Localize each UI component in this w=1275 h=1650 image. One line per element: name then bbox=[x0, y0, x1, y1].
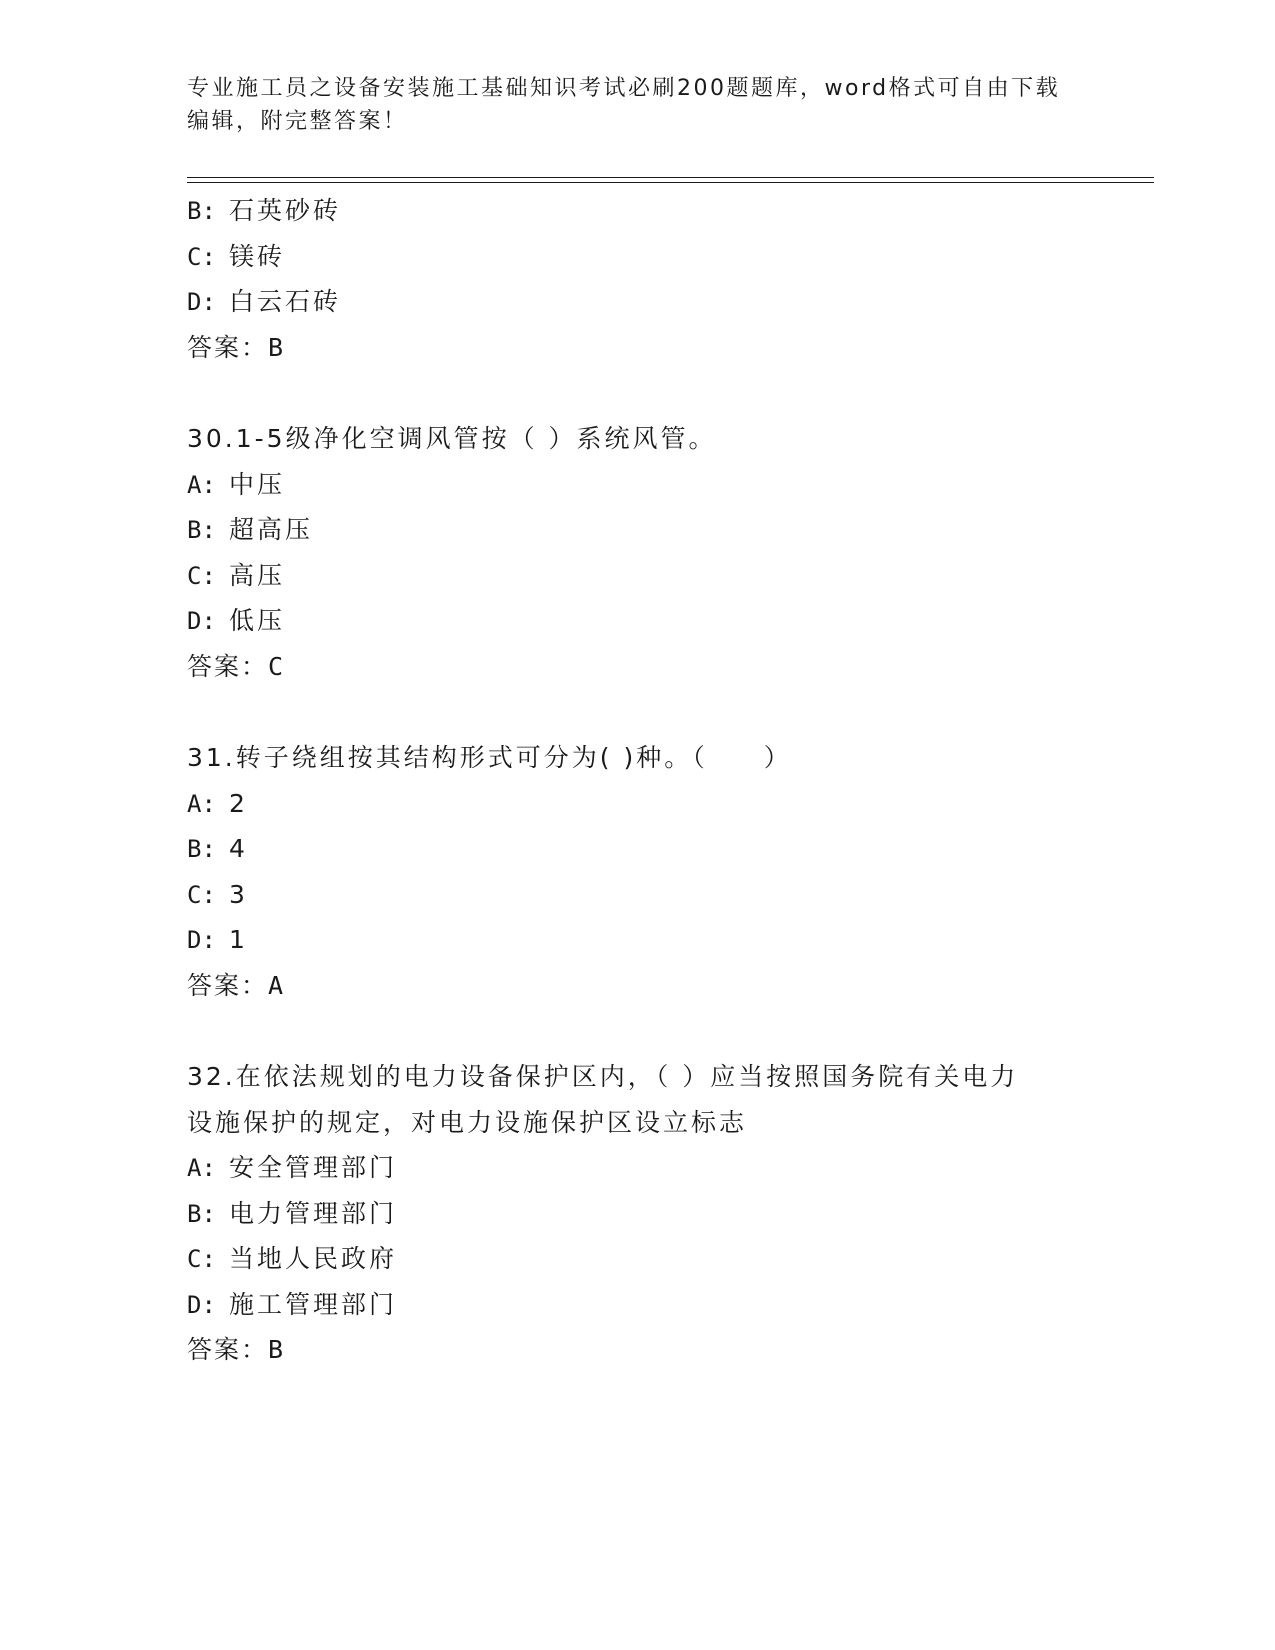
prev-question-block bbox=[187, 188, 1087, 370]
answer-label: 答案： bbox=[187, 651, 269, 681]
option-letter: D: bbox=[187, 288, 216, 316]
option-c bbox=[187, 872, 1087, 918]
option-text: 高压 bbox=[229, 560, 286, 590]
option-text: 施工管理部门 bbox=[229, 1289, 398, 1319]
question-stem: 30.1-5级净化空调风管按（ ）系统风管。 bbox=[187, 424, 717, 453]
answer-value: B bbox=[268, 332, 286, 362]
option-b bbox=[187, 188, 1087, 234]
option-d bbox=[187, 279, 1087, 325]
answer-line bbox=[187, 1327, 1087, 1373]
option-b bbox=[187, 507, 1087, 553]
option-text: 当地人民政府 bbox=[229, 1244, 398, 1273]
option-letter: C: bbox=[187, 242, 216, 271]
option-text: 超高压 bbox=[229, 515, 314, 544]
option-text: 3 bbox=[229, 879, 248, 909]
option-c bbox=[187, 1236, 1087, 1282]
option-text: 2 bbox=[229, 788, 248, 818]
option-letter: C: bbox=[187, 880, 216, 909]
option-letter: A: bbox=[187, 789, 216, 818]
header-divider bbox=[187, 177, 1154, 183]
document-header bbox=[187, 72, 1087, 138]
option-text: 镁砖 bbox=[229, 241, 286, 271]
option-b bbox=[187, 826, 1087, 872]
question-stem: 31.转子绕组按其结构形式可分为( )种。（ ） bbox=[187, 743, 792, 772]
option-letter: B: bbox=[187, 1199, 216, 1228]
question-30 bbox=[187, 416, 1087, 689]
option-letter: D: bbox=[187, 607, 216, 635]
answer-line bbox=[187, 644, 1087, 690]
option-text: 低压 bbox=[229, 606, 286, 635]
option-b bbox=[187, 1191, 1087, 1237]
option-letter: D: bbox=[187, 926, 216, 954]
header-title-line-1: 专业施工员之设备安装施工基础知识考试必刷200题题库，word格式可自由下载 bbox=[187, 76, 1061, 101]
answer-label: 答案： bbox=[187, 1335, 269, 1364]
option-text: 1 bbox=[229, 925, 248, 954]
option-a bbox=[187, 781, 1087, 827]
answer-label: 答案： bbox=[187, 332, 269, 362]
question-31 bbox=[187, 735, 1087, 1008]
option-letter: B: bbox=[187, 835, 216, 863]
option-text: 白云石砖 bbox=[229, 287, 342, 316]
option-c bbox=[187, 553, 1087, 599]
option-letter: C: bbox=[187, 561, 216, 590]
answer-value: A bbox=[268, 970, 286, 1000]
option-letter: A: bbox=[187, 470, 216, 499]
answer-value: C bbox=[268, 651, 286, 681]
option-d bbox=[187, 598, 1087, 644]
option-letter: A: bbox=[187, 1154, 216, 1182]
option-letter: C: bbox=[187, 1245, 216, 1273]
option-letter: D: bbox=[187, 1290, 216, 1319]
option-a bbox=[187, 1145, 1087, 1191]
question-list bbox=[187, 188, 1087, 1373]
option-a bbox=[187, 462, 1087, 508]
option-letter: B: bbox=[187, 516, 216, 544]
option-d bbox=[187, 1282, 1087, 1328]
option-text: 石英砂砖 bbox=[229, 196, 342, 225]
answer-label: 答案： bbox=[187, 970, 269, 1000]
question-32 bbox=[187, 1054, 1087, 1373]
header-title-line-2: 编辑，附完整答案！ bbox=[187, 109, 408, 134]
option-text: 中压 bbox=[229, 469, 286, 499]
option-text: 安全管理部门 bbox=[229, 1153, 398, 1182]
option-text: 4 bbox=[229, 834, 248, 863]
answer-line bbox=[187, 963, 1087, 1009]
option-letter: B: bbox=[187, 197, 216, 225]
option-c bbox=[187, 234, 1087, 280]
option-text: 电力管理部门 bbox=[229, 1198, 398, 1228]
answer-value: B bbox=[268, 1335, 286, 1364]
answer-line bbox=[187, 325, 1087, 371]
option-d bbox=[187, 917, 1087, 963]
question-stem: 32.在依法规划的电力设备保护区内，（ ）应当按照国务院有关电力 bbox=[187, 1062, 1019, 1091]
question-stem-continued: 设施保护的规定，对电力设施保护区设立标志 bbox=[187, 1107, 748, 1137]
